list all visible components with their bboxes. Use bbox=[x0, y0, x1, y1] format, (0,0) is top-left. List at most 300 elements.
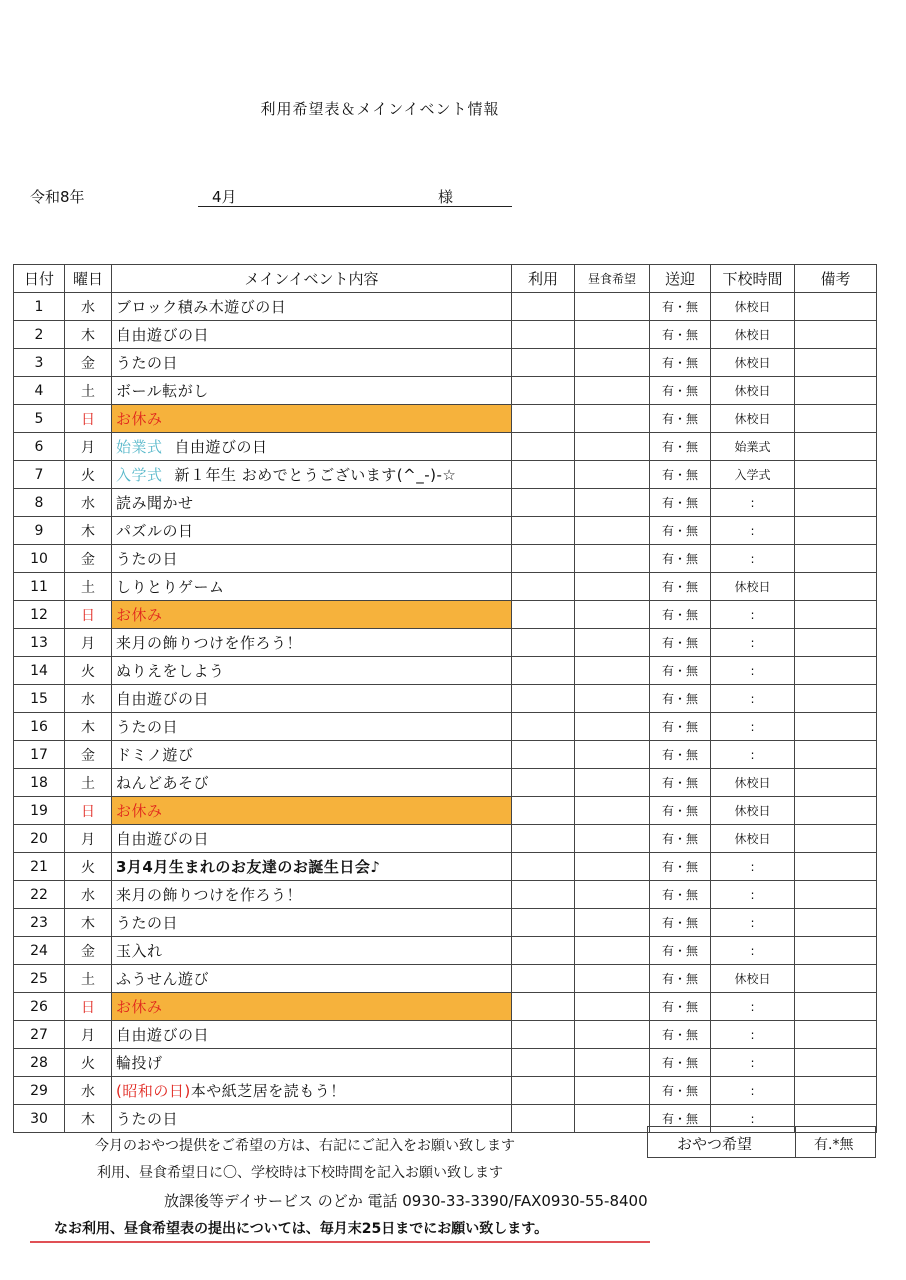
table-row bbox=[14, 881, 877, 909]
remarks-cell[interactable] bbox=[795, 881, 877, 909]
event-text: お休み bbox=[116, 606, 163, 624]
weekday-cell: 水 bbox=[65, 685, 112, 713]
company-contact: 放課後等デイサービス のどか 電話 0930-33-3390/FAX0930-55-8400 bbox=[164, 1192, 648, 1210]
weekday-cell: 金 bbox=[65, 349, 112, 377]
use-cell[interactable] bbox=[512, 797, 575, 825]
table-row bbox=[14, 293, 877, 321]
dismissal-cell[interactable]: : bbox=[711, 629, 795, 657]
weekday-cell: 木 bbox=[65, 321, 112, 349]
date-cell: 2 bbox=[14, 321, 65, 349]
use-cell[interactable] bbox=[512, 629, 575, 657]
event-cell bbox=[112, 461, 512, 489]
event-tag: 始業式 bbox=[116, 438, 163, 456]
snack-divider bbox=[795, 1126, 796, 1158]
date-cell: 20 bbox=[14, 825, 65, 853]
event-cell bbox=[112, 573, 512, 601]
pickup-cell[interactable]: 有・無 bbox=[650, 573, 711, 601]
date-cell: 14 bbox=[14, 657, 65, 685]
pickup-cell[interactable]: 有・無 bbox=[650, 713, 711, 741]
event-cell bbox=[112, 517, 512, 545]
event-cell bbox=[112, 741, 512, 769]
dismissal-cell[interactable]: 休校日 bbox=[711, 825, 795, 853]
pickup-cell[interactable]: 有・無 bbox=[650, 825, 711, 853]
dismissal-cell[interactable]: : bbox=[711, 713, 795, 741]
lunch-cell[interactable] bbox=[575, 965, 650, 993]
date-cell: 16 bbox=[14, 713, 65, 741]
use-cell[interactable] bbox=[512, 573, 575, 601]
remarks-cell[interactable] bbox=[795, 713, 877, 741]
dismissal-cell[interactable]: : bbox=[711, 1105, 795, 1133]
table-row bbox=[14, 685, 877, 713]
lunch-cell[interactable] bbox=[575, 937, 650, 965]
dismissal-cell[interactable]: 入学式 bbox=[711, 461, 795, 489]
lunch-cell[interactable] bbox=[575, 545, 650, 573]
remarks-cell[interactable] bbox=[795, 349, 877, 377]
use-cell[interactable] bbox=[512, 293, 575, 321]
table-row bbox=[14, 405, 877, 433]
pickup-cell[interactable]: 有・無 bbox=[650, 881, 711, 909]
date-cell: 18 bbox=[14, 769, 65, 797]
event-cell bbox=[112, 769, 512, 797]
dismissal-cell[interactable]: : bbox=[711, 909, 795, 937]
pickup-cell[interactable]: 有・無 bbox=[650, 405, 711, 433]
pickup-cell[interactable]: 有・無 bbox=[650, 433, 711, 461]
event-text: お休み bbox=[116, 998, 163, 1016]
event-text: ねんどあそび bbox=[116, 774, 210, 792]
era-year: 令和8年 bbox=[30, 188, 85, 206]
table-row bbox=[14, 937, 877, 965]
event-text: ブロック積み木遊びの日 bbox=[116, 298, 287, 316]
dismissal-cell[interactable]: 休校日 bbox=[711, 769, 795, 797]
table-row bbox=[14, 461, 877, 489]
event-text: 自由遊びの日 bbox=[174, 438, 268, 456]
weekday-cell: 火 bbox=[65, 461, 112, 489]
event-text: 読み聞かせ bbox=[116, 494, 194, 512]
pickup-cell[interactable]: 有・無 bbox=[650, 657, 711, 685]
col-dismissal: 下校時間 bbox=[711, 265, 795, 293]
remarks-cell[interactable] bbox=[795, 377, 877, 405]
weekday-cell: 木 bbox=[65, 909, 112, 937]
event-cell bbox=[112, 1049, 512, 1077]
pickup-cell[interactable]: 有・無 bbox=[650, 769, 711, 797]
weekday-cell: 水 bbox=[65, 1077, 112, 1105]
lunch-cell[interactable] bbox=[575, 433, 650, 461]
date-cell: 29 bbox=[14, 1077, 65, 1105]
page-title: 利用希望表＆メインイベント情報 bbox=[260, 100, 500, 118]
event-cell bbox=[112, 489, 512, 517]
use-cell[interactable] bbox=[512, 713, 575, 741]
dismissal-cell[interactable]: : bbox=[711, 517, 795, 545]
use-cell[interactable] bbox=[512, 657, 575, 685]
event-text: うたの日 bbox=[116, 1110, 179, 1128]
pickup-cell[interactable]: 有・無 bbox=[650, 517, 711, 545]
remarks-cell[interactable] bbox=[795, 1021, 877, 1049]
pickup-cell[interactable]: 有・無 bbox=[650, 1021, 711, 1049]
lunch-cell[interactable] bbox=[575, 853, 650, 881]
date-cell: 21 bbox=[14, 853, 65, 881]
dismissal-cell[interactable]: : bbox=[711, 1021, 795, 1049]
remarks-cell[interactable] bbox=[795, 293, 877, 321]
lunch-cell[interactable] bbox=[575, 321, 650, 349]
remarks-cell[interactable] bbox=[795, 573, 877, 601]
name-underline bbox=[198, 206, 512, 207]
event-tag: (昭和の日) bbox=[116, 1082, 191, 1100]
dismissal-cell[interactable]: : bbox=[711, 937, 795, 965]
event-text: ドミノ遊び bbox=[116, 746, 194, 764]
pickup-cell[interactable]: 有・無 bbox=[650, 377, 711, 405]
event-cell bbox=[112, 993, 512, 1021]
table-row bbox=[14, 573, 877, 601]
pickup-cell[interactable]: 有・無 bbox=[650, 349, 711, 377]
use-cell[interactable] bbox=[512, 1105, 575, 1133]
event-text: ボール転がし bbox=[116, 382, 209, 400]
use-cell[interactable] bbox=[512, 965, 575, 993]
event-cell bbox=[112, 293, 512, 321]
event-cell bbox=[112, 1105, 512, 1133]
remarks-cell[interactable] bbox=[795, 433, 877, 461]
remarks-cell[interactable] bbox=[795, 657, 877, 685]
lunch-cell[interactable] bbox=[575, 713, 650, 741]
lunch-cell[interactable] bbox=[575, 657, 650, 685]
lunch-cell[interactable] bbox=[575, 741, 650, 769]
col-weekday: 曜日 bbox=[65, 265, 112, 293]
dismissal-cell[interactable]: : bbox=[711, 1077, 795, 1105]
pickup-cell[interactable]: 有・無 bbox=[650, 853, 711, 881]
pickup-cell[interactable]: 有・無 bbox=[650, 685, 711, 713]
event-tag: 入学式 bbox=[116, 466, 163, 484]
dismissal-cell[interactable]: 休校日 bbox=[711, 377, 795, 405]
dismissal-cell[interactable]: 休校日 bbox=[711, 405, 795, 433]
pickup-cell[interactable]: 有・無 bbox=[650, 909, 711, 937]
table-row bbox=[14, 601, 877, 629]
weekday-cell: 土 bbox=[65, 377, 112, 405]
date-cell: 24 bbox=[14, 937, 65, 965]
lunch-cell[interactable] bbox=[575, 349, 650, 377]
lunch-cell[interactable] bbox=[575, 601, 650, 629]
use-cell[interactable] bbox=[512, 461, 575, 489]
event-cell bbox=[112, 349, 512, 377]
col-date: 日付 bbox=[14, 265, 65, 293]
date-cell: 28 bbox=[14, 1049, 65, 1077]
use-cell[interactable] bbox=[512, 433, 575, 461]
remarks-cell[interactable] bbox=[795, 1077, 877, 1105]
weekday-cell: 月 bbox=[65, 825, 112, 853]
dismissal-cell[interactable]: : bbox=[711, 881, 795, 909]
lunch-cell[interactable] bbox=[575, 489, 650, 517]
dismissal-cell[interactable]: : bbox=[711, 853, 795, 881]
weekday-cell: 土 bbox=[65, 769, 112, 797]
use-cell[interactable] bbox=[512, 881, 575, 909]
use-cell[interactable] bbox=[512, 1077, 575, 1105]
dismissal-cell[interactable]: : bbox=[711, 657, 795, 685]
use-cell[interactable] bbox=[512, 405, 575, 433]
pickup-cell[interactable]: 有・無 bbox=[650, 1049, 711, 1077]
date-cell: 7 bbox=[14, 461, 65, 489]
lunch-cell[interactable] bbox=[575, 825, 650, 853]
weekday-cell: 金 bbox=[65, 545, 112, 573]
snack-label: おやつ希望 bbox=[677, 1135, 753, 1153]
date-cell: 5 bbox=[14, 405, 65, 433]
dismissal-cell[interactable]: : bbox=[711, 1049, 795, 1077]
date-cell: 22 bbox=[14, 881, 65, 909]
table-row bbox=[14, 993, 877, 1021]
event-text: 3月4月生まれのお友達のお誕生日会♪ bbox=[116, 858, 381, 876]
remarks-cell[interactable] bbox=[795, 909, 877, 937]
date-cell: 3 bbox=[14, 349, 65, 377]
lunch-cell[interactable] bbox=[575, 573, 650, 601]
remarks-cell[interactable] bbox=[795, 937, 877, 965]
table-row bbox=[14, 713, 877, 741]
dismissal-cell[interactable]: : bbox=[711, 601, 795, 629]
remarks-cell[interactable] bbox=[795, 629, 877, 657]
event-text: 新１年生 おめでとうございます(^_-)-☆ bbox=[174, 466, 457, 484]
use-cell[interactable] bbox=[512, 489, 575, 517]
pickup-cell[interactable]: 有・無 bbox=[650, 1105, 711, 1133]
weekday-cell: 火 bbox=[65, 1049, 112, 1077]
lunch-cell[interactable] bbox=[575, 377, 650, 405]
use-cell[interactable] bbox=[512, 937, 575, 965]
weekday-cell: 土 bbox=[65, 965, 112, 993]
remarks-cell[interactable] bbox=[795, 769, 877, 797]
instruction-note: 利用、昼食希望日に〇、学校時は下校時間を記入お願い致します bbox=[97, 1165, 503, 1181]
col-pickup: 送迎 bbox=[650, 265, 711, 293]
date-cell: 12 bbox=[14, 601, 65, 629]
dismissal-cell[interactable]: 休校日 bbox=[711, 349, 795, 377]
lunch-cell[interactable] bbox=[575, 1105, 650, 1133]
remarks-cell[interactable] bbox=[795, 321, 877, 349]
table-row bbox=[14, 797, 877, 825]
lunch-cell[interactable] bbox=[575, 769, 650, 797]
weekday-cell: 水 bbox=[65, 881, 112, 909]
remarks-cell[interactable] bbox=[795, 489, 877, 517]
weekday-cell: 木 bbox=[65, 517, 112, 545]
pickup-cell[interactable]: 有・無 bbox=[650, 601, 711, 629]
remarks-cell[interactable] bbox=[795, 685, 877, 713]
weekday-cell: 木 bbox=[65, 1105, 112, 1133]
table-row bbox=[14, 1077, 877, 1105]
remarks-cell[interactable] bbox=[795, 405, 877, 433]
use-cell[interactable] bbox=[512, 321, 575, 349]
date-cell: 9 bbox=[14, 517, 65, 545]
lunch-cell[interactable] bbox=[575, 993, 650, 1021]
table-row bbox=[14, 769, 877, 797]
schedule-table bbox=[13, 264, 877, 1133]
lunch-cell[interactable] bbox=[575, 461, 650, 489]
dismissal-cell[interactable]: 休校日 bbox=[711, 965, 795, 993]
weekday-cell: 日 bbox=[65, 601, 112, 629]
dismissal-cell[interactable]: : bbox=[711, 489, 795, 517]
date-cell: 25 bbox=[14, 965, 65, 993]
table-row bbox=[14, 657, 877, 685]
table-row bbox=[14, 965, 877, 993]
event-text: 自由遊びの日 bbox=[116, 1026, 210, 1044]
pickup-cell[interactable]: 有・無 bbox=[650, 461, 711, 489]
weekday-cell: 月 bbox=[65, 433, 112, 461]
event-text: うたの日 bbox=[116, 718, 179, 736]
table-row bbox=[14, 349, 877, 377]
table-row bbox=[14, 545, 877, 573]
use-cell[interactable] bbox=[512, 1049, 575, 1077]
event-cell bbox=[112, 657, 512, 685]
pickup-cell[interactable]: 有・無 bbox=[650, 629, 711, 657]
dismissal-cell[interactable]: : bbox=[711, 545, 795, 573]
event-cell bbox=[112, 601, 512, 629]
event-cell bbox=[112, 433, 512, 461]
event-cell bbox=[112, 853, 512, 881]
deadline-note: なお利用、昼食希望表の提出については、毎月末25日までにお願い致します。 bbox=[54, 1221, 549, 1237]
date-cell: 1 bbox=[14, 293, 65, 321]
event-text: 自由遊びの日 bbox=[116, 326, 210, 344]
table-row bbox=[14, 1049, 877, 1077]
remarks-cell[interactable] bbox=[795, 601, 877, 629]
honorific: 様 bbox=[438, 188, 454, 206]
pickup-cell[interactable]: 有・無 bbox=[650, 741, 711, 769]
use-cell[interactable] bbox=[512, 517, 575, 545]
date-cell: 17 bbox=[14, 741, 65, 769]
event-text: お休み bbox=[116, 410, 163, 428]
date-cell: 10 bbox=[14, 545, 65, 573]
event-cell bbox=[112, 545, 512, 573]
use-cell[interactable] bbox=[512, 909, 575, 937]
lunch-cell[interactable] bbox=[575, 881, 650, 909]
weekday-cell: 火 bbox=[65, 853, 112, 881]
use-cell[interactable] bbox=[512, 825, 575, 853]
event-text: 本や紙芝居を読もう！ bbox=[190, 1082, 346, 1100]
date-cell: 23 bbox=[14, 909, 65, 937]
lunch-cell[interactable] bbox=[575, 909, 650, 937]
dismissal-cell[interactable]: 休校日 bbox=[711, 293, 795, 321]
remarks-cell[interactable] bbox=[795, 1049, 877, 1077]
use-cell[interactable] bbox=[512, 349, 575, 377]
lunch-cell[interactable] bbox=[575, 1049, 650, 1077]
remarks-cell[interactable] bbox=[795, 853, 877, 881]
weekday-cell: 木 bbox=[65, 713, 112, 741]
date-cell: 8 bbox=[14, 489, 65, 517]
event-cell bbox=[112, 1021, 512, 1049]
event-text: 輪投げ bbox=[116, 1054, 163, 1072]
table-row bbox=[14, 1021, 877, 1049]
weekday-cell: 火 bbox=[65, 657, 112, 685]
event-text: 玉入れ bbox=[116, 942, 163, 960]
event-cell bbox=[112, 321, 512, 349]
remarks-cell[interactable] bbox=[795, 517, 877, 545]
use-cell[interactable] bbox=[512, 741, 575, 769]
weekday-cell: 水 bbox=[65, 489, 112, 517]
use-cell[interactable] bbox=[512, 769, 575, 797]
dismissal-cell[interactable]: 休校日 bbox=[711, 797, 795, 825]
use-cell[interactable] bbox=[512, 1021, 575, 1049]
table-row bbox=[14, 377, 877, 405]
remarks-cell[interactable] bbox=[795, 965, 877, 993]
remarks-cell[interactable] bbox=[795, 825, 877, 853]
pickup-cell[interactable]: 有・無 bbox=[650, 965, 711, 993]
weekday-cell: 月 bbox=[65, 1021, 112, 1049]
event-text: お休み bbox=[116, 802, 163, 820]
dismissal-cell[interactable]: : bbox=[711, 993, 795, 1021]
event-text: うたの日 bbox=[116, 550, 179, 568]
table-row bbox=[14, 321, 877, 349]
use-cell[interactable] bbox=[512, 545, 575, 573]
weekday-cell: 金 bbox=[65, 741, 112, 769]
weekday-cell: 金 bbox=[65, 937, 112, 965]
lunch-cell[interactable] bbox=[575, 797, 650, 825]
pickup-cell[interactable]: 有・無 bbox=[650, 1077, 711, 1105]
table-row bbox=[14, 517, 877, 545]
event-cell bbox=[112, 797, 512, 825]
use-cell[interactable] bbox=[512, 601, 575, 629]
lunch-cell[interactable] bbox=[575, 629, 650, 657]
pickup-cell[interactable]: 有・無 bbox=[650, 797, 711, 825]
remarks-cell[interactable] bbox=[795, 993, 877, 1021]
weekday-cell: 月 bbox=[65, 629, 112, 657]
col-remarks: 備考 bbox=[795, 265, 877, 293]
col-use: 利用 bbox=[512, 265, 575, 293]
weekday-cell: 日 bbox=[65, 993, 112, 1021]
event-text: ぬりえをしよう bbox=[116, 662, 225, 680]
event-text: パズルの日 bbox=[116, 522, 194, 540]
event-cell bbox=[112, 713, 512, 741]
remarks-cell[interactable] bbox=[795, 741, 877, 769]
event-cell bbox=[112, 405, 512, 433]
pickup-cell[interactable]: 有・無 bbox=[650, 489, 711, 517]
lunch-cell[interactable] bbox=[575, 517, 650, 545]
remarks-cell[interactable] bbox=[795, 545, 877, 573]
dismissal-cell[interactable]: 休校日 bbox=[711, 573, 795, 601]
event-text: 来月の飾りつけを作ろう！ bbox=[116, 634, 303, 652]
date-cell: 13 bbox=[14, 629, 65, 657]
lunch-cell[interactable] bbox=[575, 1021, 650, 1049]
use-cell[interactable] bbox=[512, 685, 575, 713]
col-event: メインイベント内容 bbox=[112, 265, 512, 293]
table-row bbox=[14, 825, 877, 853]
lunch-cell[interactable] bbox=[575, 405, 650, 433]
date-cell: 11 bbox=[14, 573, 65, 601]
red-underline bbox=[30, 1241, 650, 1243]
date-cell: 19 bbox=[14, 797, 65, 825]
table-header-row bbox=[14, 265, 877, 293]
event-text: しりとりゲーム bbox=[116, 578, 225, 596]
dismissal-cell[interactable]: 休校日 bbox=[711, 321, 795, 349]
event-cell bbox=[112, 881, 512, 909]
dismissal-cell[interactable]: : bbox=[711, 685, 795, 713]
lunch-cell[interactable] bbox=[575, 1077, 650, 1105]
event-text: うたの日 bbox=[116, 354, 179, 372]
remarks-cell[interactable] bbox=[795, 797, 877, 825]
pickup-cell[interactable]: 有・無 bbox=[650, 321, 711, 349]
event-cell bbox=[112, 1077, 512, 1105]
pickup-cell[interactable]: 有・無 bbox=[650, 293, 711, 321]
lunch-cell[interactable] bbox=[575, 293, 650, 321]
pickup-cell[interactable]: 有・無 bbox=[650, 993, 711, 1021]
pickup-cell[interactable]: 有・無 bbox=[650, 545, 711, 573]
remarks-cell[interactable] bbox=[795, 461, 877, 489]
use-cell[interactable] bbox=[512, 377, 575, 405]
pickup-cell[interactable]: 有・無 bbox=[650, 937, 711, 965]
snack-options[interactable]: 有.*無 bbox=[814, 1137, 854, 1153]
dismissal-cell[interactable]: : bbox=[711, 741, 795, 769]
weekday-cell: 水 bbox=[65, 293, 112, 321]
col-lunch: 昼食希望 bbox=[575, 265, 650, 293]
dismissal-cell[interactable]: 始業式 bbox=[711, 433, 795, 461]
event-cell bbox=[112, 937, 512, 965]
table-row bbox=[14, 909, 877, 937]
lunch-cell[interactable] bbox=[575, 685, 650, 713]
date-cell: 30 bbox=[14, 1105, 65, 1133]
date-cell: 6 bbox=[14, 433, 65, 461]
use-cell[interactable] bbox=[512, 853, 575, 881]
event-text: 自由遊びの日 bbox=[116, 690, 210, 708]
use-cell[interactable] bbox=[512, 993, 575, 1021]
